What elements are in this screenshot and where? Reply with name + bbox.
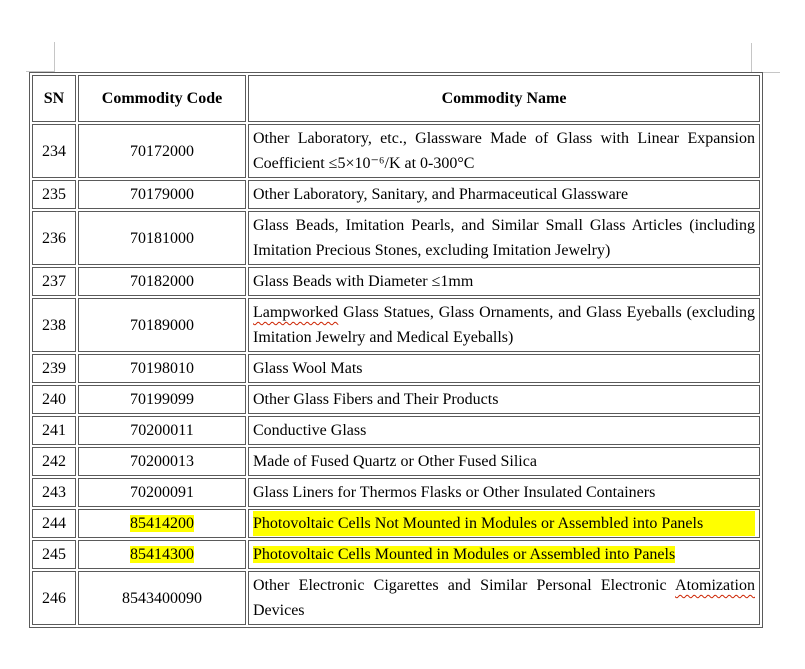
- code-cell: [78, 540, 246, 569]
- commodity-code: 70198010: [130, 360, 194, 377]
- code-cell: [78, 385, 246, 414]
- margin-crop-mark-left: [26, 42, 55, 72]
- commodity-code: 70200013: [130, 453, 194, 470]
- table-header-row: [32, 75, 760, 122]
- margin-crop-mark-right: [751, 43, 780, 73]
- misspelled-word: Lampworked: [253, 304, 339, 321]
- commodity-code: 85414200: [130, 515, 194, 532]
- sn-cell: 237: [32, 267, 76, 296]
- code-cell: [78, 447, 246, 476]
- sn-cell: 245: [32, 540, 76, 569]
- commodity-name: Glass Wool Mats: [253, 360, 363, 377]
- code-cell: [78, 267, 246, 296]
- sn-cell: 240: [32, 385, 76, 414]
- code-cell: [78, 354, 246, 383]
- table-row: [32, 180, 760, 209]
- table-row: [32, 124, 760, 178]
- commodity-name: Lampworked Glass Statues, Glass Ornaments, and Glass Eyeballs (excluding Imitation Jewelry and Medical Eyeballs): [253, 304, 755, 346]
- commodity-table: [29, 72, 763, 628]
- commodity-name: Conductive Glass: [253, 422, 367, 439]
- header-sn: SN: [32, 75, 76, 122]
- code-cell: [78, 478, 246, 507]
- commodity-name: Glass Beads, Imitation Pearls, and Similar Small Glass Articles (including Imitation Precious Stones, excluding Imitation Jewelry): [253, 217, 755, 259]
- sn-cell: 239: [32, 354, 76, 383]
- code-cell: [78, 571, 246, 625]
- commodity-code: 70189000: [130, 316, 194, 334]
- name-cell: [248, 180, 760, 209]
- commodity-code: 85414300: [130, 546, 194, 563]
- misspelled-word: Atomization: [675, 577, 755, 594]
- table-row: [32, 298, 760, 352]
- commodity-name: Other Laboratory, etc., Glassware Made of Glass with Linear Expansion Coefficient ≤5×10⁻⁶/K at 0-300°C: [253, 130, 755, 172]
- commodity-code: 8543400090: [122, 589, 202, 607]
- commodity-name: Other Glass Fibers and Their Products: [253, 391, 499, 408]
- name-cell: [248, 416, 760, 445]
- sn-cell: 243: [32, 478, 76, 507]
- commodity-name: Glass Beads with Diameter ≤1mm: [253, 273, 474, 290]
- code-cell: [78, 298, 246, 352]
- code-cell: [78, 124, 246, 178]
- table-row: [32, 416, 760, 445]
- commodity-code: 70200011: [130, 422, 194, 439]
- name-cell: [248, 354, 760, 383]
- name-cell: [248, 267, 760, 296]
- table-row: [32, 211, 760, 265]
- sn-cell: 242: [32, 447, 76, 476]
- commodity-code: 70181000: [130, 229, 194, 247]
- name-cell: [248, 447, 760, 476]
- code-cell: [78, 509, 246, 538]
- commodity-name: Photovoltaic Cells Mounted in Modules or Assembled into Panels: [253, 546, 676, 563]
- table-row: [32, 540, 760, 569]
- name-cell: [248, 298, 760, 352]
- table-row: [32, 447, 760, 476]
- code-cell: [78, 180, 246, 209]
- header-commodity-code: Commodity Code: [78, 75, 246, 122]
- table-row: [32, 354, 760, 383]
- sn-cell: 241: [32, 416, 76, 445]
- code-cell: [78, 211, 246, 265]
- table-row: [32, 385, 760, 414]
- commodity-code: 70179000: [130, 186, 194, 203]
- commodity-name: Photovoltaic Cells Not Mounted in Modules or Assembled into Panels: [253, 511, 755, 536]
- name-cell: [248, 385, 760, 414]
- table-row: [32, 267, 760, 296]
- name-cell: [248, 509, 760, 538]
- commodity-name: Other Laboratory, Sanitary, and Pharmaceutical Glassware: [253, 186, 629, 203]
- header-commodity-name: Commodity Name: [248, 75, 760, 122]
- sn-cell: 244: [32, 509, 76, 538]
- name-cell: [248, 211, 760, 265]
- sn-cell: 234: [32, 124, 76, 178]
- commodity-name: Made of Fused Quartz or Other Fused Silica: [253, 453, 537, 470]
- commodity-code: 70200091: [130, 484, 194, 501]
- commodity-code: 70199099: [130, 391, 194, 408]
- table-body: [32, 124, 760, 625]
- sn-cell: 238: [32, 298, 76, 352]
- name-cell: [248, 124, 760, 178]
- commodity-name: Glass Liners for Thermos Flasks or Other Insulated Containers: [253, 484, 656, 501]
- name-cell: [248, 478, 760, 507]
- table-row: [32, 509, 760, 538]
- commodity-name: Other Electronic Cigarettes and Similar Personal Electronic Atomization Devices: [253, 577, 755, 619]
- table-row: [32, 571, 760, 625]
- sn-cell: 246: [32, 571, 76, 625]
- table-row: [32, 478, 760, 507]
- name-cell: [248, 571, 760, 625]
- sn-cell: 236: [32, 211, 76, 265]
- commodity-code: 70172000: [130, 142, 194, 160]
- sn-cell: 235: [32, 180, 76, 209]
- name-cell: [248, 540, 760, 569]
- commodity-code: 70182000: [130, 273, 194, 290]
- code-cell: [78, 416, 246, 445]
